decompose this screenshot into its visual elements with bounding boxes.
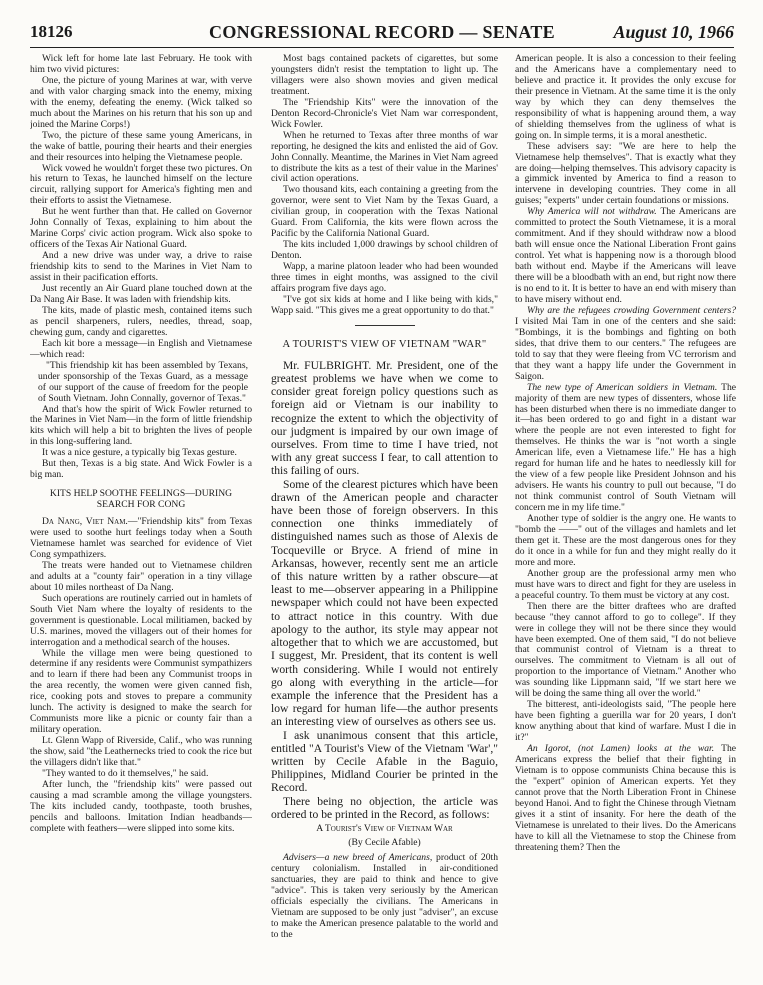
paragraph-text: I visited Mai Tam in one of the centers and she said: "Bombings, it is the bombings and fighting on both sides, that drive them to our centers." The refugees are told to say that they were fleeing from VC terrorism and that they want a happy life under the Government in Saigon. [515,315,736,382]
speech-paragraph: There being no objection, the article was ordered to be printed in the Record, as follows: [271,794,498,821]
section-lead: Advisers—a new breed of Americans, [283,851,433,863]
column-2 [271,54,498,979]
paragraph: Lt. Glenn Wapp of Riverside, Calif., who was running the show, said "the Leathernecks tried to cook the rice but the villagers didn't like that." [30,735,252,769]
section-divider [355,325,415,326]
speech-text: Mr. President, one of the greatest problems we have when we come to consider great foreign policy questions such as foreign aid or Vietnam is our inability to recognize the extent to which the objectivity of our judgment is impaired by our own image of ourselves. From time to time I have tried, not with any great success I fear, to call attention to this failing of ours. [271,358,498,478]
quoted-message: "This friendship kit has been assembled by Texans, under sponsorship of the Texas Guard, as a message of our support of the cause of freedom for the people of South Vietnam. John Connally, governor of Texas." [38,359,248,404]
paragraph: But he went further than that. He called on Governor John Connally of Texas, explaining to him about the Marine Corps' civic action program. Wick also spoke to officers of the Texas Air National Guard. [30,206,252,251]
paragraph: Then there are the bitter draftees who are drafted because "they cannot afford to go to college". If they were in college they will not be there since they would have been exempted. One of them said, "I do not believe that communist control of Vietnam is a threat to ourselves. The commitment to Vietnam is all out of proportion to the importance of Vietnam." Another who was sounding like Lippmann said, "If we start here we will be doing the same thing all over the world." [515,600,736,700]
speech-paragraph: Some of the clearest pictures which have been drawn of the American people and character have been those of foreign observers. In this connection one thinks immediately of distinguished names such as those of Alexis de Tocqueville or Bryce. A friend of mine in Arkansas, however, recently sent me an article of this nature written by a rather obscure—at least to me—observer appearing in a Philippine newspaper which could not have been expected to attract notice in this country. With due apology to the author, its style may appear not altogether that to which we are accustomed, but I suggest, Mr. President, that its content is well worth considering. While I would not entirely go along with everything in the article—for example the inference that the President has a low regard for human life—the author presents an interesting view of ourselves as others see us. [271,477,498,729]
paragraph: When he returned to Texas after three months of war reporting, he designed the kits and enlisted the aid of Gov. John Connally. Meantime, the Marines in Viet Nam agreed to distribute the kits as a test of their value in the Marines' civil action operations. [271,129,498,185]
paragraph: Most bags contained packets of cigarettes, but some youngsters didn't resist the temptation to light up. The villagers were also shown movies and given medical treatment. [271,54,498,97]
paragraph: One, the picture of young Marines at war, with verve and with valor charging smack into the enemy, mixing with the enemy, defeating the enemy. (Wick talked so much about the Marines on his return that his son up and joined the Marine Corps!) [30,74,252,130]
speech-block [271,359,498,821]
publication-title: CONGRESSIONAL RECORD — SENATE [209,22,555,42]
page-number: 18126 [30,22,73,41]
paragraph: The treats were handed out to Vietnamese children and adults at a "county fair" operation in a tiny village about 10 miles northeast of Da Nang. [30,559,252,593]
paragraph: Wick vowed he wouldn't forget these two pictures. On his return to Texas, he launched himself on the lecture circuit, rallying support for America's fighting men and their efforts to assist the Vietnamese. [30,162,252,207]
column-3 [515,54,736,979]
paragraph: After lunch, the "friendship kits" were passed out causing a mad scramble among the village youngsters. The kits included candy, toothpaste, tooth brushes, pencils and balloons. Imitation Indian headbands—complete with feathers—were slipped into some kits. [30,778,252,834]
paragraph: Each kit bore a message—in English and Vietnamese—which read: [30,337,252,360]
paragraph: Another group are the professional army men who must have wars to direct and fight for they are useless in a peaceful country. To them must be victory at any cost. [515,567,736,601]
paragraph: The kits included 1,000 drawings by school children of Denton. [271,239,498,262]
paragraph: Wick left for home late last February. He took with him two vivid pictures: [30,54,252,75]
article-byline: (By Cecile Afable) [348,836,421,848]
section-lead: An Igorot, (not Lamen) looks at the war. [527,743,715,755]
header-rule [30,47,734,48]
section-lead: Why America will not withdraw. [527,206,657,218]
article-heading: KITS HELP SOOTHE FEELINGS—DURING SEARCH FOR CONG [49,488,233,511]
paragraph: It was a nice gesture, a typically big Texas gesture. [42,447,237,459]
paragraph-text: The Americans are committed to protect the South Vietnamese, it is a moral commitment. And if they should withdraw now a blood bath will ensue once the National Liberation Front gains control. Yet what is happening now is a thorough blood bath without end. Maybe if the Americans will leave there will be a bloodbath with an end, but right now there is no end to it. It is better to have an end with misery than to have misery without end. [515,206,736,305]
speech-paragraph: I ask unanimous consent that this article, entitled "A Tourist's View of the Vietnam 'War'," written by Cecile Afable in the Baguio, Philippines, Midland Courier be printed in the Record. [271,728,498,795]
dateline: Da Nang, Viet Nam. [42,516,128,528]
paragraph: Another type of soldier is the angry one. He wants to "bomb the ——" out of the villages and hamlets and let them get it. These are the most dangerous ones for they do it once in a while for fun and they might really do it more and more. [515,513,736,568]
paragraph-text: product of 20th century colonialism. Installed in air-conditioned sanctuaries, they are paid to think and hence to give "advice". This is taken very seriously by the American officials especially the civilians. The Americans in Vietnam are supposed to be only just "adviser", an excuse to make the American presence palatable to the world and to the [271,851,498,940]
paragraph: The kits, made of plastic mesh, contained items such as pencil sharpeners, rulers, needles, thread, soap, chewing gum, candy and cigarettes. [30,304,252,338]
paragraph: Wapp, a marine platoon leader who had been wounded three times in eight months, was assigned to the civil affairs program five days ago. [271,261,498,295]
paragraph: But then, Texas is a big state. And Wick Fowler is a big man. [30,458,252,481]
section-heading: A TOURIST'S VIEW OF VIETNAM "WAR" [282,338,487,350]
paragraph: The "Friendship Kits" were the innovation of the Denton Record-Chronicle's Viet Nam war correspondent, Wick Fowler. [271,96,498,130]
paragraph: Two thousand kits, each containing a greeting from the governor, were sent to Viet Nam by the Texas Guard, a civilian group, in cooperation with the Texas National Guard. From California, the kits were flown across the Pacific by the California National Guard. [271,184,498,240]
paragraph: The bitterest, anti-ideologists said, "The people here have been fighting a guerilla war for 20 years, I don't know anything about that kind of warfare. Must I die in it?" [515,699,736,744]
paragraph-text: The Americans express the belief that their fighting in Vietnam is to oppose communists China because this is the "expert" opinion of American experts. Yet they cannot prove that the North Liberation Front in Chinese beyond Hanoi. And to fight the Chinese through Vietnam gives it a stint of insanity. For here the death of the Vietnamese is unrelated to their lives. Do the Americans have to kill all the Vietnamese to stop the Chinese from threatening them? Then the [515,743,736,853]
paragraph: While the village men were being questioned to determine if any residents were Communist sympathizers and to learn if there had been any Communist troops in the area recently, the women were given canned fish, rice, cooking pots and stoves to prepare a community lunch. The activity is designed to make the search for Communists more like a picnic or county fair than a military operation. [30,647,252,736]
section-lead: Why are the refugees crowding Government centers? [527,304,736,316]
paragraph: And a new drive was under way, a drive to raise friendship kits to send to the Marines in Viet Nam to assist in their pacification efforts. [30,250,252,284]
issue-date: August 10, 1966 [613,22,734,42]
paragraph: "They wanted to do it themselves," he said. [42,768,209,779]
paragraph: Such operations are routinely carried out in hamlets of South Viet Nam where the loyalty of residents to the government is questionable. Local militiamen, backed by U.S. marines, moved the villagers out of their homes for interrogation and a methodical search of the houses. [30,592,252,648]
section-lead: The new type of American soldiers in Vietnam. [527,381,718,393]
paragraph: These advisers say: "We are here to help the Vietnamese help themselves". That is exactly what they are doing—helping themselves. This advisory capacity is a gimmick invented by America to find a reason to intervene in developing countries. They come in all guises; "experts" under certain foundations or missions. [515,140,736,207]
article-subtitle: A Tourist's View of Vietnam War [316,822,453,834]
paragraph-text: The majority of them are new types of dissenters, whose life has been disturbed when there is no immediate danger to it—has been ordered to go and fight in a distant war where the people are not even interested to fight for themselves. He thinks the war is "not worth a single American life, even a Vietnamese life." He has a high regard for human life and he hates to needlessly kill for the view of a few people like President Johnson and his advisers. He wants his country to pull out because, "I do not think communist control of South Vietnam will concern me in my life time." [515,381,736,514]
column-1 [30,54,252,979]
speaker-name: Mr. FULBRIGHT. [283,358,372,372]
page-header [30,22,734,44]
paragraph-text: —"Friendship kits" from Texas were used to soothe hurt feelings today when a South Vietnamese hamlet was searched for evidence of Viet Cong sympathizers. [30,516,252,560]
paragraph: American people. It is also a concession to their feeling and the Americans have a complementary need to believe and practice it. It provides the only excuse for their presence in Vietnam. At the same time it is the only way by which they can deny themselves the responsibility of what is happening around them, a way of shielding themselves from the ugliness of what is going on. In simple terms, it is a moral anesthetic. [515,54,736,141]
paragraph: "I've got six kids at home and I like being with kids," Wapp said. "This gives me a great opportunity to do that." [271,293,498,316]
paragraph: And that's how the spirit of Wick Fowler returned to the Marines in Viet Nam—in the form of little friendship kits which will help a bit to brighten the lives of people in this long-suffering land. [30,403,252,448]
paragraph: Just recently an Air Guard plane touched down at the Da Nang Air Base. It was laden with friendship kits. [30,283,252,305]
paragraph: Two, the picture of these same young Americans, in the wake of battle, pouring their hearts and their energies and their resources into helping the Vietnamese people. [30,129,252,163]
